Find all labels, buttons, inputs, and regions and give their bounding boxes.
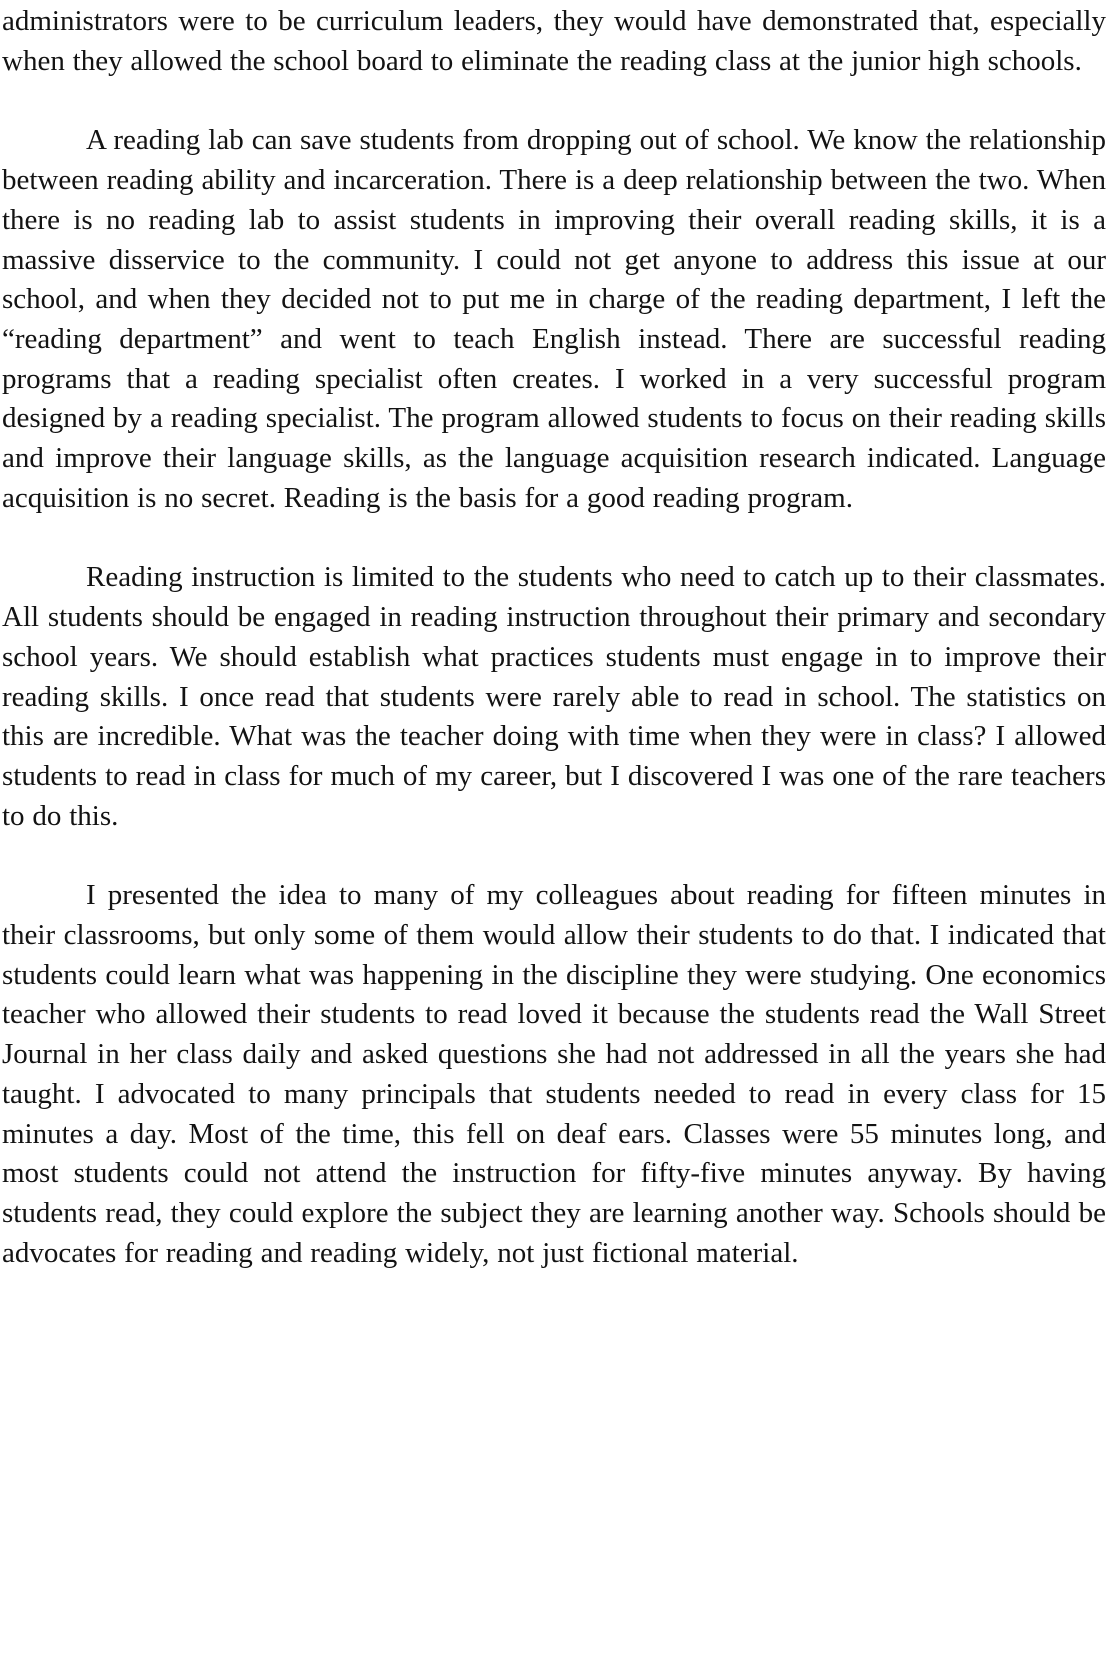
paragraph: A reading lab can save students from dropping out of school. We know the relationship between reading ability and incarceration. There is a deep relationship between the two. When there is no reading lab to assist students in improving their overall reading skills, it is a massive disservice to the community. I could not get anyone to address this issue at our school, and when they decided not to put me in charge of the reading department, I left the “reading department” and went to teach English instead. There are successful reading programs that a reading specialist often creates. I worked in a very successful program designed by a reading specialist. The program allowed students to focus on their reading skills and improve their language skills, as the language acquisition research indicated. Language acquisition is no secret. Reading is the basis for a good reading program.	[2, 124, 1106, 514]
paragraph: administrators were to be curriculum leaders, they would have demonstrated that, especially when they allowed the school board to eliminate the reading class at the junior high schools.	[2, 5, 1106, 77]
paragraph: Reading instruction is limited to the students who need to catch up to their classmates. All students should be engaged in reading instruction throughout their primary and secondary school years. We should establish what practices students must engage in to improve their reading skills. I once read that students were rarely able to read in school. The statistics on this are incredible. What was the teacher doing with time when they were in class? I allowed students to read in class for much of my career, but I discovered I was one of the rare teachers to do this.	[2, 561, 1106, 832]
text-block	[2, 2, 1106, 1273]
paragraph: I presented the idea to many of my colleagues about reading for fifteen minutes in their classrooms, but only some of them would allow their students to do that. I indicated that students could learn what was happening in the discipline they were studying. One economics teacher who allowed their students to read loved it because the students read the Wall Street Journal in her class daily and asked questions she had not addressed in all the years she had taught. I advocated to many principals that students needed to read in every class for 15 minutes a day. Most of the time, this fell on deaf ears. Classes were 55 minutes long, and most students could not attend the instruction for fifty-five minutes anyway. By having students read, they could explore the subject they are learning another way. Schools should be advocates for reading and reading widely, not just fictional material.	[2, 879, 1106, 1269]
